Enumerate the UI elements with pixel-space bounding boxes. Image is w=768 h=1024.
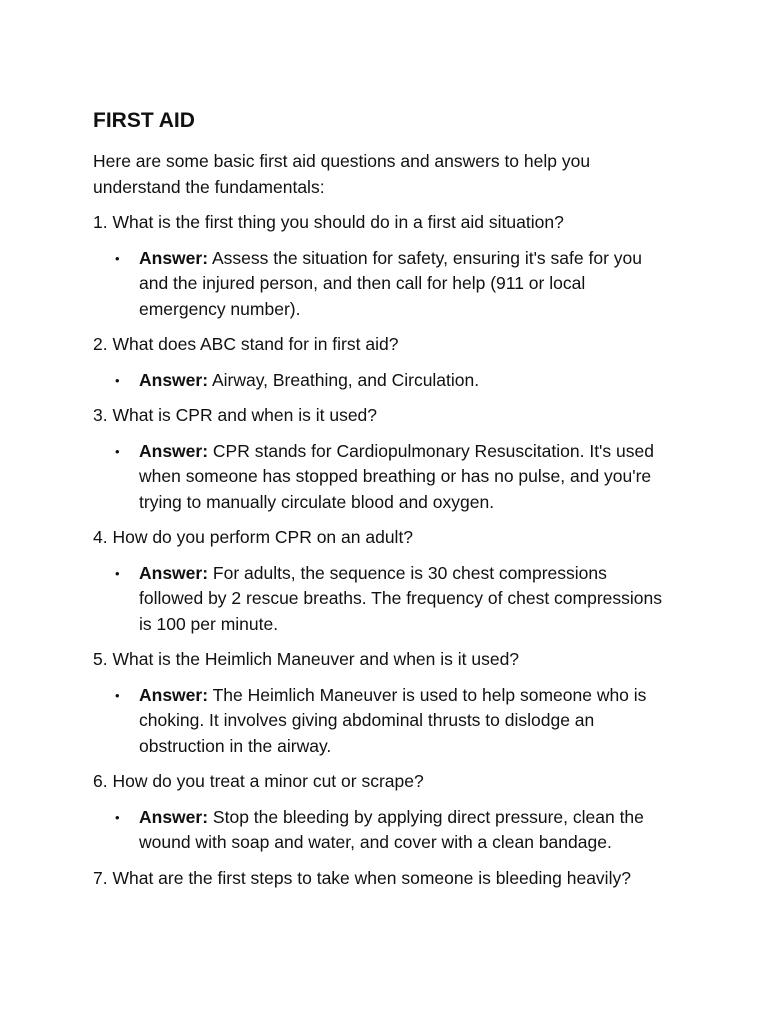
qa-item [93, 647, 693, 759]
answer-item [93, 246, 669, 323]
question-text: 3. What is CPR and when is it used? [93, 405, 378, 425]
answer-label: Answer: [139, 247, 209, 268]
answer-text: For adults, the sequence is 30 chest compressions followed by 2 rescue breaths. The frequency of chest compressions is 100 per minute. [139, 562, 663, 634]
bullet-icon: • [115, 372, 120, 388]
qa-item [93, 525, 693, 637]
answer-list [93, 439, 693, 516]
qa-item [93, 769, 693, 856]
answer-list [93, 368, 693, 394]
answer-text: The Heimlich Maneuver is used to help someone who is choking. It involves giving abdominal thrusts to dislodge an obstruction in the airway. [139, 684, 647, 756]
answer-list [93, 805, 693, 856]
question-text: 7. What are the first steps to take when someone is bleeding heavily? [93, 867, 631, 888]
answer-list [93, 561, 693, 638]
bullet-icon: • [115, 809, 120, 825]
question-text: 5. What is the Heimlich Maneuver and when is it used? [93, 649, 520, 669]
answer-list [93, 246, 693, 323]
answer-text: Assess the situation for safety, ensuring it's safe for you and the injured person, and then call for help (911 or local emergency number). [139, 247, 642, 319]
answer-label: Answer: [139, 440, 209, 461]
question-text: 4. How do you perform CPR on an adult? [93, 527, 414, 547]
qa-item [93, 866, 693, 892]
question-text: 2. What does ABC stand for in first aid? [93, 334, 399, 354]
answer-text: CPR stands for Cardiopulmonary Resuscitation. It's used when someone has stopped breathing or has no pulse, and you're trying to manually circulate blood and oxygen. [139, 440, 654, 512]
qa-item [93, 332, 693, 393]
bullet-icon: • [115, 687, 120, 703]
answer-text: Stop the bleeding by applying direct pressure, clean the wound with soap and water, and cover with a clean bandage. [139, 806, 644, 852]
bullet-icon: • [115, 250, 120, 266]
answer-label: Answer: [139, 562, 209, 583]
answer-list [93, 683, 693, 760]
intro-paragraph: Here are some basic first aid questions and answers to help you understand the fundamentals: [93, 151, 591, 197]
answer-item [93, 561, 669, 638]
bullet-icon: • [115, 565, 120, 581]
answer-text: Airway, Breathing, and Circulation. [211, 369, 480, 390]
qa-item [93, 210, 693, 322]
document-title: FIRST AID [93, 109, 195, 132]
question-text: 1. What is the first thing you should do in a first aid situation? [93, 212, 564, 232]
answer-label: Answer: [139, 806, 209, 827]
qa-list [93, 210, 693, 891]
question-text: 6. How do you treat a minor cut or scrape? [93, 771, 424, 791]
answer-label: Answer: [139, 684, 209, 705]
answer-item [93, 805, 669, 856]
answer-item [93, 368, 669, 394]
qa-item [93, 403, 693, 515]
answer-item [93, 439, 669, 516]
document-page [93, 106, 693, 901]
answer-item [93, 683, 669, 760]
bullet-icon: • [115, 443, 120, 459]
answer-label: Answer: [139, 369, 209, 390]
